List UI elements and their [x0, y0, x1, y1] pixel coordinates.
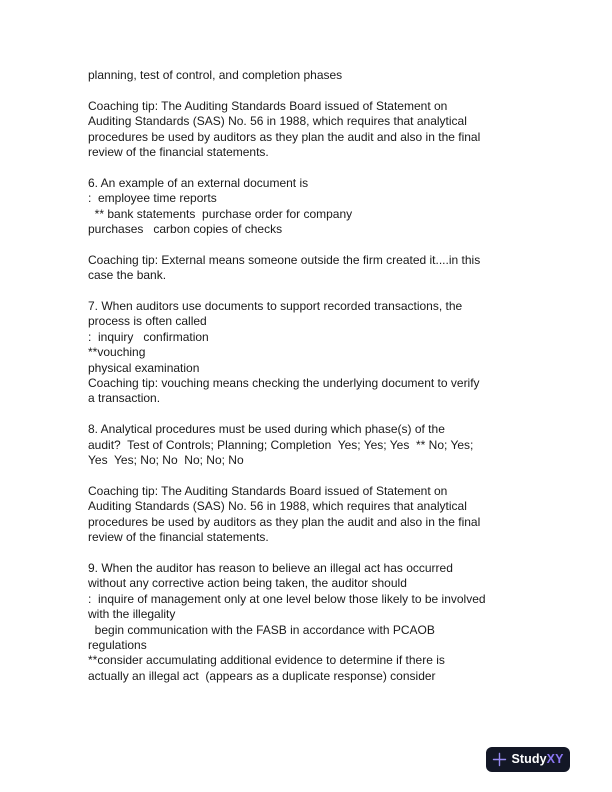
- plus-icon: [492, 752, 507, 767]
- text-line: review of the financial statements.: [88, 145, 269, 160]
- text-line: : employee time reports: [88, 191, 217, 206]
- text-line: without any corrective action being taken, the auditor should: [88, 576, 407, 591]
- paragraph-question-7: [88, 299, 558, 407]
- text-line: process is often called: [88, 314, 207, 329]
- text-line: actually an illegal act (appears as a duplicate response) consider: [88, 668, 436, 683]
- text-line: Yes Yes; No; No No; No; No: [88, 453, 244, 468]
- text-line: purchases carbon copies of checks: [88, 222, 283, 237]
- text-line: Coaching tip: vouching means checking the underlying document to verify: [88, 376, 480, 391]
- text-line: Coaching tip: The Auditing Standards Board issued of Statement on: [88, 483, 448, 498]
- text-line: Coaching tip: The Auditing Standards Board issued of Statement on: [88, 98, 448, 113]
- paragraph-coaching-tip-sas56-repeat: [88, 484, 558, 546]
- paragraph-question-8: [88, 422, 558, 468]
- text-line: procedures be used by auditors as they plan the audit and also in the final: [88, 514, 481, 529]
- text-line: procedures be used by auditors as they plan the audit and also in the final: [88, 129, 481, 144]
- logo-text-xy: XY: [546, 752, 564, 767]
- text-line: begin communication with the FASB in accordance with PCAOB: [88, 622, 435, 637]
- text-line: 7. When auditors use documents to support recorded transactions, the: [88, 299, 463, 314]
- text-line: : inquiry confirmation: [88, 329, 209, 344]
- document-text: [88, 68, 558, 684]
- text-line: : inquire of management only at one level below those likely to be involved: [88, 591, 486, 606]
- text-line: ** bank statements purchase order for company: [88, 206, 353, 221]
- text-line: with the illegality: [88, 607, 176, 622]
- logo-text: [511, 753, 563, 766]
- text-line: Auditing Standards (SAS) No. 56 in 1988, which requires that analytical: [88, 499, 467, 514]
- text-line: 9. When the auditor has reason to believe an illegal act has occurred: [88, 560, 453, 575]
- text-line: regulations: [88, 637, 147, 652]
- paragraph-question-6: [88, 176, 558, 238]
- text-line: a transaction.: [88, 391, 161, 406]
- paragraph-question-9: [88, 561, 558, 684]
- text-line: 8. Analytical procedures must be used during which phase(s) of the: [88, 422, 445, 437]
- paragraph-coaching-tip-sas56: [88, 99, 558, 161]
- text-line: physical examination: [88, 360, 200, 375]
- logo-text-study: Study: [511, 752, 547, 767]
- text-line: Coaching tip: External means someone outside the firm created it....in this: [88, 252, 481, 267]
- text-line: Auditing Standards (SAS) No. 56 in 1988, which requires that analytical: [88, 114, 467, 129]
- text-line: review of the financial statements.: [88, 530, 269, 545]
- text-line: audit? Test of Controls; Planning; Completion Yes; Yes; Yes ** No; Yes;: [88, 437, 474, 452]
- studyxy-logo-badge[interactable]: [486, 747, 570, 772]
- text-line: **consider accumulating additional evidence to determine if there is: [88, 653, 445, 668]
- paragraph-answer-fragment-phases: [88, 68, 558, 83]
- text-line: planning, test of control, and completion phases: [88, 68, 343, 82]
- text-line: **vouching: [88, 345, 146, 360]
- paragraph-coaching-tip-external: [88, 253, 558, 284]
- text-line: 6. An example of an external document is: [88, 175, 309, 190]
- text-line: case the bank.: [88, 268, 167, 283]
